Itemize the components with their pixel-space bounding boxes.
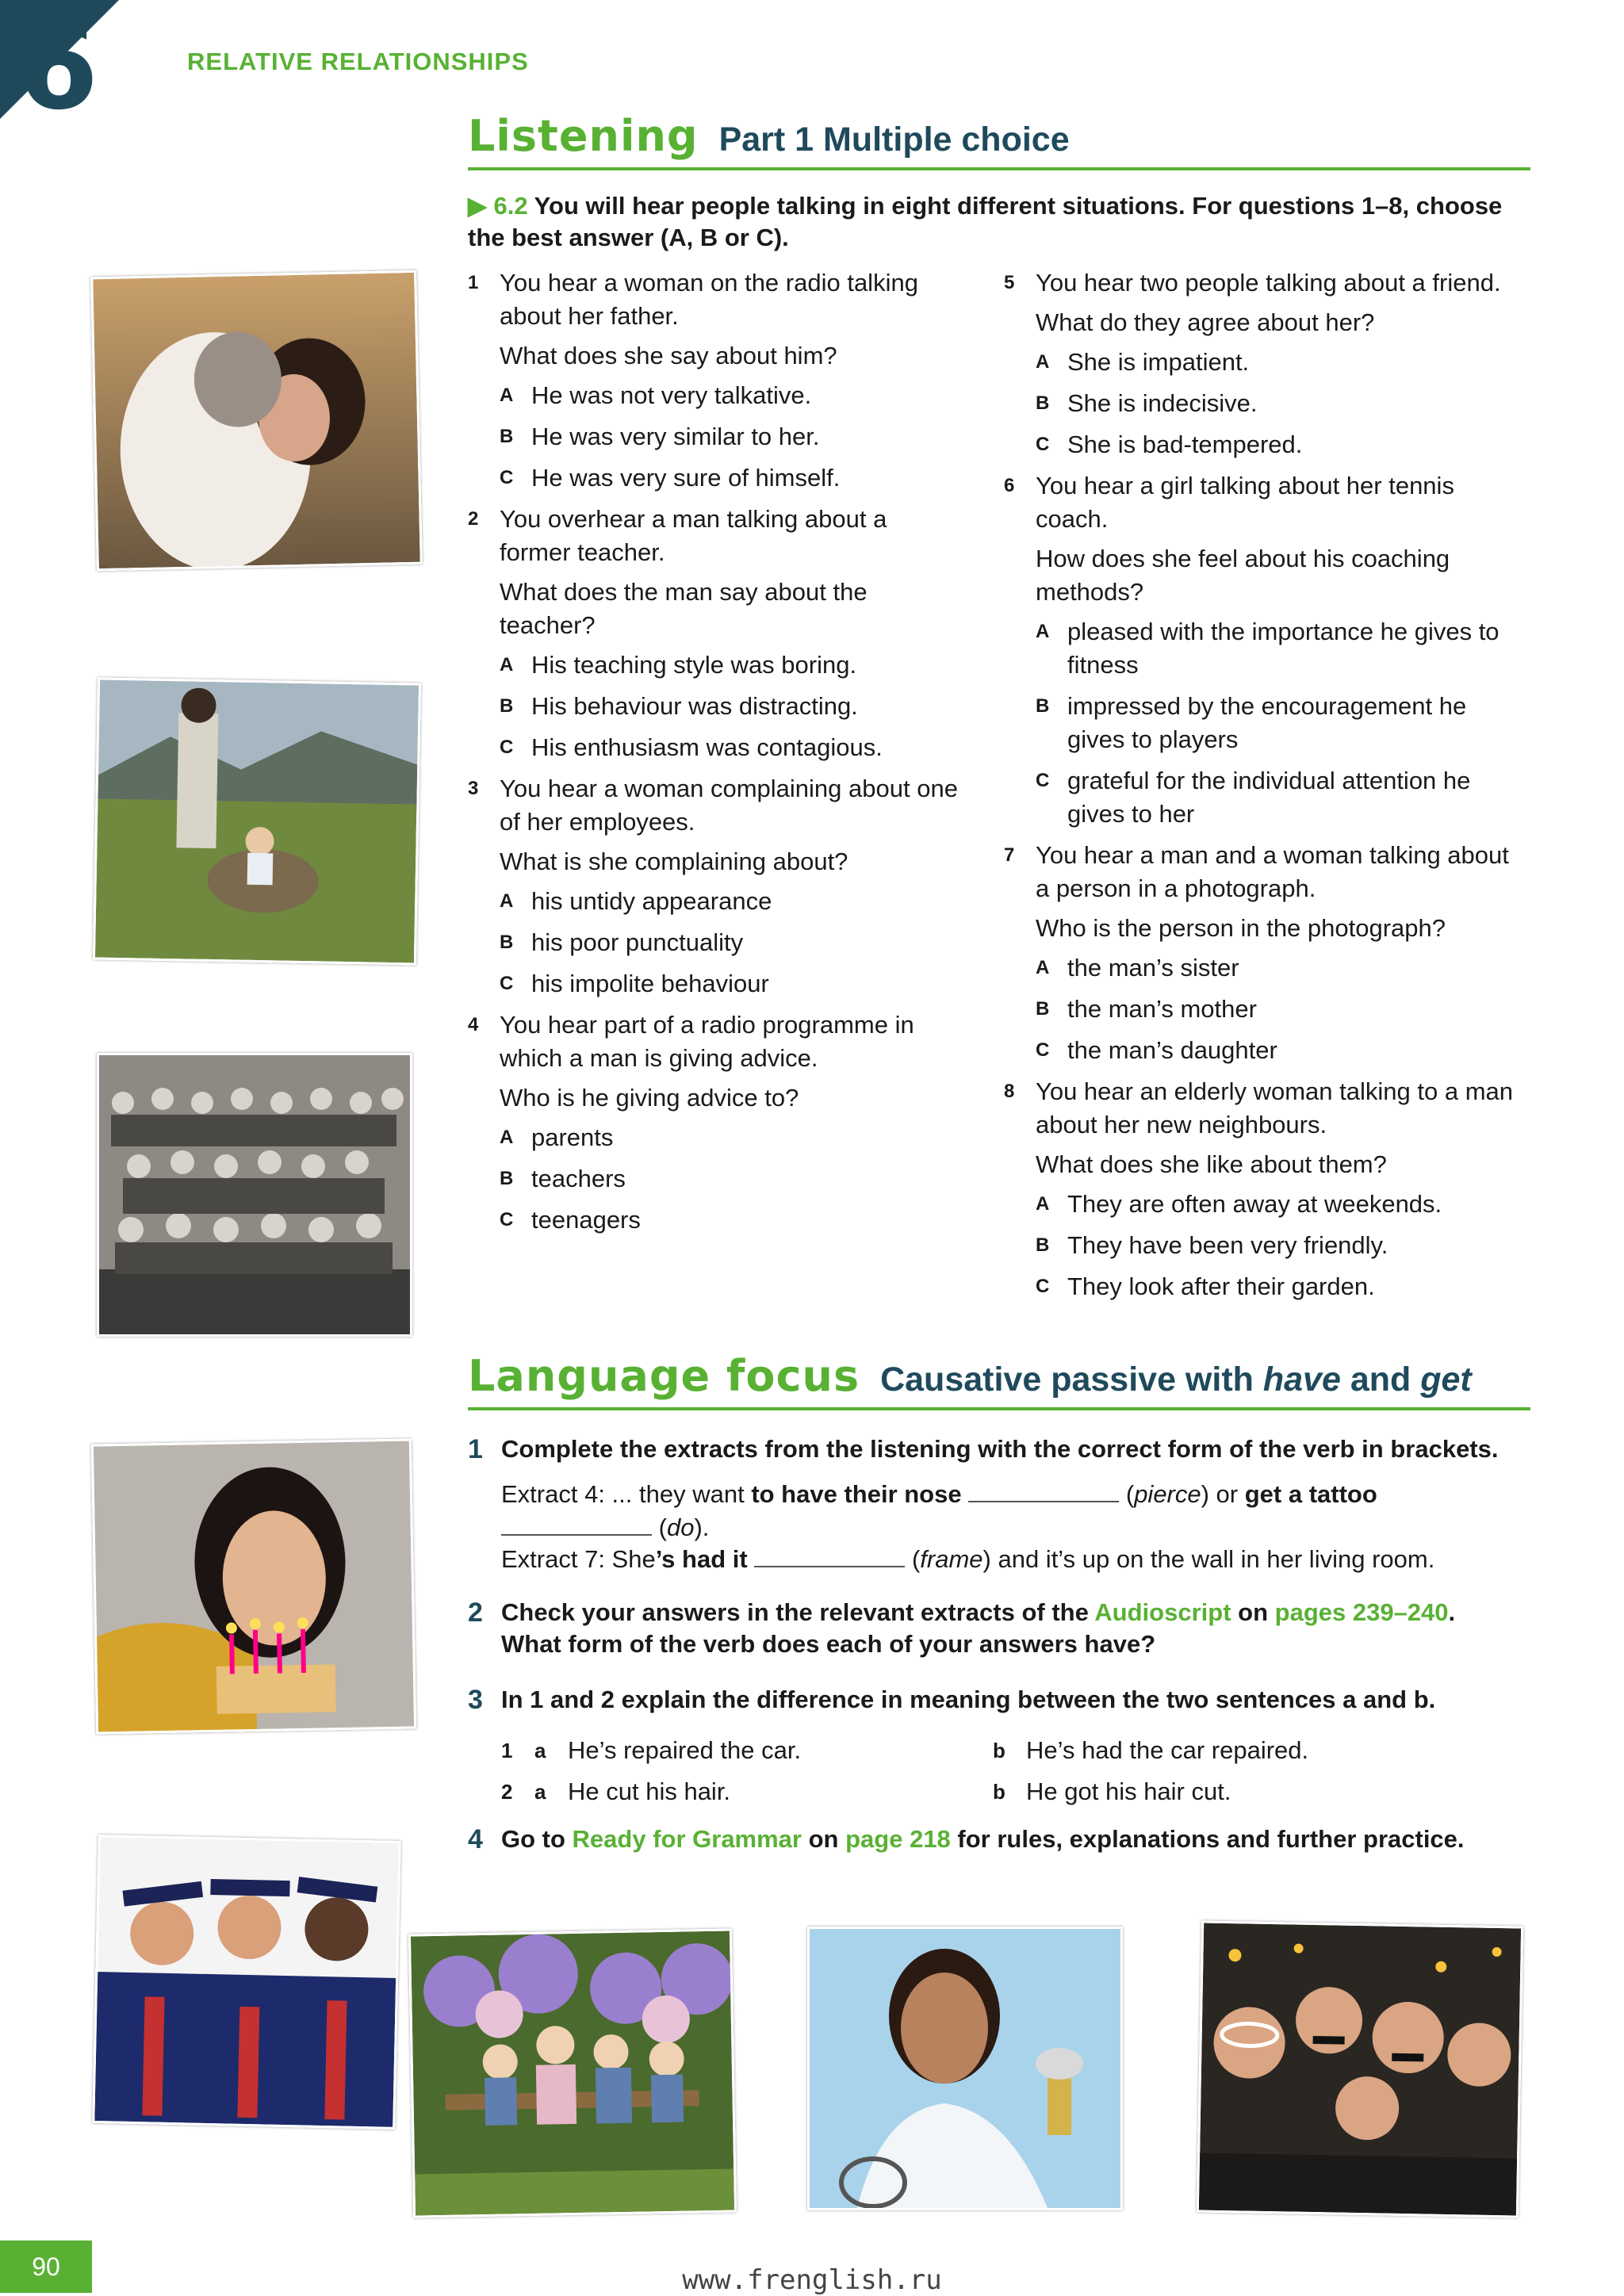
- extract-4: [501, 1478, 1532, 1544]
- paren-close: ).: [694, 1513, 710, 1541]
- ready-for-grammar-link[interactable]: Ready for Grammar: [572, 1825, 802, 1853]
- class-group-photo: [97, 1053, 412, 1337]
- extract-7-text: Extract 7: She: [501, 1545, 656, 1573]
- question-header: [1004, 266, 1527, 300]
- question-header: [1004, 1075, 1527, 1142]
- task-4-go: Go to: [501, 1825, 573, 1853]
- option-text: He was very sure of himself.: [531, 464, 841, 492]
- option-text: teenagers: [531, 1206, 641, 1234]
- question-context: You hear a woman on the radio talking about her father.: [500, 269, 918, 330]
- task-2-question: What form of the verb does each of your answers have?: [501, 1630, 1156, 1658]
- subtitle-have: have: [1262, 1360, 1341, 1399]
- option-letter: B: [1036, 1234, 1050, 1256]
- question-7: [1004, 839, 1527, 1067]
- answer-option-a[interactable]: [1004, 951, 1527, 985]
- graduation-photo: [92, 1835, 401, 2130]
- task-4-on: on: [802, 1825, 846, 1853]
- sentence-pair-1: [501, 1730, 1532, 1771]
- answer-option-c[interactable]: [468, 967, 959, 1001]
- subtitle-text-2: and: [1340, 1360, 1421, 1399]
- option-text: his untidy appearance: [531, 887, 772, 915]
- sentence-a: He’s repaired the car.: [568, 1736, 802, 1764]
- unit-title: RELATIVE RELATIONSHIPS: [187, 48, 529, 75]
- question-5: [1004, 266, 1527, 461]
- track-number: 6.2: [493, 192, 528, 220]
- sentence-a-label: a: [534, 1780, 546, 1804]
- verb-pierce: pierce: [1134, 1480, 1201, 1508]
- sentence-a: He cut his hair.: [568, 1777, 731, 1805]
- answer-option-b[interactable]: [468, 1162, 959, 1196]
- question-context: You hear an elderly woman talking to a man about her new neighbours.: [1036, 1077, 1514, 1138]
- question-number: 5: [1004, 272, 1015, 293]
- page-218-link[interactable]: page 218: [845, 1825, 951, 1853]
- option-text: They are often away at weekends.: [1067, 1190, 1442, 1218]
- question-context: You overhear a man talking about a former teacher.: [500, 505, 887, 566]
- question-header: [468, 772, 959, 839]
- option-letter: B: [500, 1168, 514, 1189]
- option-letter: B: [1036, 695, 1050, 717]
- task-2: [468, 1597, 1538, 1660]
- answer-option-b[interactable]: [468, 420, 959, 453]
- extract-4-text: Extract 4: ... they want: [501, 1480, 752, 1508]
- option-text: His behaviour was distracting.: [531, 692, 858, 720]
- language-focus-heading: [468, 1351, 1530, 1410]
- option-letter: A: [500, 654, 514, 675]
- answer-option-b[interactable]: [1004, 387, 1527, 420]
- friends-party-props-photo: [1197, 1920, 1523, 2218]
- question-6: [1004, 469, 1527, 831]
- option-letter: C: [500, 1209, 514, 1230]
- answer-option-a[interactable]: [1004, 346, 1527, 379]
- question-2: [468, 503, 959, 764]
- instructions-text: You will hear people talking in eight different situations. For questions 1–8, choose the best answer (A, B or C).: [468, 192, 1503, 251]
- option-text: parents: [531, 1123, 614, 1151]
- answer-option-a[interactable]: [1004, 615, 1527, 682]
- sentence-b-label: b: [993, 1780, 1005, 1804]
- extract-4-or: ) or: [1201, 1480, 1245, 1508]
- question-stem: What does she say about him?: [500, 342, 837, 369]
- question-4: [468, 1008, 959, 1237]
- task-number: 4: [468, 1824, 483, 1854]
- question-1: [468, 266, 959, 495]
- option-text: his impolite behaviour: [531, 970, 769, 997]
- answer-option-c[interactable]: [468, 1203, 959, 1237]
- option-text: the man’s daughter: [1067, 1036, 1277, 1064]
- question-context: You hear two people talking about a friend.: [1036, 269, 1501, 297]
- audioscript-link[interactable]: Audioscript: [1094, 1598, 1231, 1626]
- option-text: the man’s sister: [1067, 954, 1239, 982]
- extract-4-phrase: to have their nose: [751, 1480, 962, 1508]
- answer-option-c[interactable]: [468, 731, 959, 764]
- questions-left-column: [468, 266, 959, 1245]
- task-2-part-a: Check your answers in the relevant extracts of the: [501, 1598, 1095, 1626]
- wedding-embrace-photo: [90, 270, 423, 572]
- option-letter: A: [1036, 1193, 1050, 1215]
- pair-number: 1: [501, 1739, 513, 1762]
- question-number: 4: [468, 1014, 479, 1035]
- language-focus-subtitle: [880, 1360, 1472, 1399]
- question-stem: How does she feel about his coaching methods?: [1036, 545, 1450, 606]
- question-header: [468, 1008, 959, 1075]
- listening-title: Listening: [468, 111, 699, 161]
- answer-option-a[interactable]: [468, 885, 959, 918]
- answer-option-b[interactable]: [1004, 1229, 1527, 1262]
- option-text: She is bad-tempered.: [1067, 430, 1303, 458]
- option-letter: B: [1036, 998, 1050, 1020]
- option-letter: C: [500, 467, 514, 488]
- answer-option-c[interactable]: [1004, 1034, 1527, 1067]
- sentence-b-label: b: [993, 1739, 1005, 1762]
- paren-open: (: [1125, 1480, 1135, 1508]
- answer-option-a[interactable]: [468, 1121, 959, 1154]
- question-number: 1: [468, 272, 479, 293]
- task-4: [468, 1823, 1538, 1855]
- option-text: teachers: [531, 1165, 626, 1192]
- sentence-pair-2: [501, 1771, 1532, 1812]
- question-context: You hear a man and a woman talking about a person in a photograph.: [1036, 841, 1509, 902]
- question-header: [1004, 469, 1527, 536]
- listening-instructions: [468, 190, 1538, 254]
- family-garden-bench-photo: [408, 1928, 737, 2218]
- option-letter: A: [500, 1127, 514, 1148]
- task-2-text: [501, 1597, 1538, 1660]
- question-number: 7: [1004, 844, 1015, 866]
- question-stem: Who is the person in the photograph?: [1036, 914, 1446, 942]
- option-letter: A: [500, 890, 514, 912]
- option-letter: A: [1036, 621, 1050, 642]
- question-header: [468, 503, 959, 569]
- task-1-text: Complete the extracts from the listening with the correct form of the verb in brackets.: [501, 1435, 1499, 1463]
- task-number: 3: [468, 1685, 483, 1715]
- answer-option-b[interactable]: [1004, 690, 1527, 756]
- question-context: You hear a girl talking about her tennis coach.: [1036, 472, 1454, 533]
- footer-url[interactable]: www.frenglish.ru: [682, 2264, 942, 2296]
- option-text: He was very similar to her.: [531, 423, 820, 450]
- option-letter: A: [1036, 957, 1050, 978]
- task-3-text: In 1 and 2 explain the difference in meaning between the two sentences a and b.: [501, 1686, 1436, 1713]
- father-child-wheelbarrow-photo: [93, 677, 421, 965]
- answer-blank-pierce[interactable]: [968, 1479, 1119, 1502]
- question-number: 6: [1004, 475, 1015, 496]
- sentence-b: He got his hair cut.: [1026, 1777, 1231, 1805]
- answer-blank-do[interactable]: [501, 1512, 652, 1536]
- birthday-candles-photo: [91, 1439, 416, 1735]
- task-4-text: [501, 1823, 1538, 1855]
- extract-4-phrase-2: get a tattoo: [1244, 1480, 1377, 1508]
- extract-7-rest: ) and it’s up on the wall in her living room.: [982, 1545, 1435, 1573]
- extract-7-phrase: ’s had it: [655, 1545, 748, 1573]
- audio-play-icon[interactable]: ▶: [468, 192, 487, 220]
- option-text: his poor punctuality: [531, 928, 744, 956]
- option-letter: A: [1036, 351, 1050, 373]
- option-text: the man’s mother: [1067, 995, 1257, 1023]
- sentence-b: He’s had the car repaired.: [1026, 1736, 1309, 1764]
- answer-option-b[interactable]: [468, 690, 959, 723]
- question-number: 3: [468, 778, 479, 799]
- option-letter: A: [500, 385, 514, 406]
- listening-subtitle: Part 1 Multiple choice: [718, 121, 1070, 159]
- answer-option-a[interactable]: [468, 379, 959, 412]
- pair-number: 2: [501, 1780, 513, 1804]
- answer-blank-frame[interactable]: [754, 1544, 905, 1567]
- verb-do: do: [666, 1513, 695, 1541]
- option-text: They look after their garden.: [1067, 1272, 1375, 1300]
- question-8: [1004, 1075, 1527, 1303]
- answer-option-b[interactable]: [1004, 993, 1527, 1026]
- option-text: pleased with the importance he gives to fitness: [1067, 618, 1500, 679]
- question-context: You hear a woman complaining about one of her employees.: [500, 775, 958, 836]
- answer-option-c[interactable]: [1004, 428, 1527, 461]
- option-text: impressed by the encouragement he gives to players: [1067, 692, 1467, 753]
- sentence-pairs: [501, 1730, 1532, 1812]
- verb-frame: frame: [920, 1545, 983, 1573]
- option-letter: B: [1036, 392, 1050, 414]
- option-letter: C: [1036, 1039, 1050, 1061]
- option-letter: B: [500, 932, 514, 953]
- sentence-a-label: a: [534, 1739, 546, 1762]
- option-text: His enthusiasm was contagious.: [531, 733, 883, 761]
- question-3: [468, 772, 959, 1001]
- question-number: 8: [1004, 1081, 1015, 1102]
- extract-7: [501, 1543, 1532, 1576]
- answer-option-c[interactable]: [1004, 764, 1527, 831]
- answer-option-c[interactable]: [468, 461, 959, 495]
- listening-heading: [468, 111, 1530, 170]
- paren-open-3: (: [911, 1545, 921, 1573]
- unit-number: 6: [16, 0, 99, 136]
- option-letter: C: [500, 973, 514, 994]
- paren-open-2: (: [658, 1513, 667, 1541]
- option-letter: B: [500, 426, 514, 447]
- task-4-rest: for rules, explanations and further practice.: [950, 1825, 1465, 1853]
- question-header: [468, 266, 959, 333]
- option-letter: C: [1036, 1276, 1050, 1297]
- question-stem: What does the man say about the teacher?: [500, 578, 868, 639]
- option-letter: C: [1036, 434, 1050, 455]
- option-text: She is impatient.: [1067, 348, 1250, 376]
- task-1: [468, 1433, 1538, 1465]
- subtitle-get: get: [1420, 1360, 1472, 1399]
- question-number: 2: [468, 508, 479, 530]
- subtitle-text-1: Causative passive with: [880, 1360, 1263, 1399]
- tennis-trophy-photo: [807, 1927, 1123, 2210]
- task-number: 2: [468, 1598, 483, 1628]
- option-letter: C: [1036, 770, 1050, 791]
- answer-option-a[interactable]: [1004, 1188, 1527, 1221]
- option-letter: C: [500, 737, 514, 758]
- option-text: She is indecisive.: [1067, 389, 1258, 417]
- answer-option-a[interactable]: [468, 649, 959, 682]
- option-text: His teaching style was boring.: [531, 651, 857, 679]
- question-stem: What is she complaining about?: [500, 848, 848, 875]
- task-2-period: .: [1448, 1598, 1456, 1626]
- question-stem: What does she like about them?: [1036, 1150, 1387, 1178]
- question-header: [1004, 839, 1527, 905]
- task-2-on: on: [1231, 1598, 1275, 1626]
- option-text: He was not very talkative.: [531, 381, 812, 409]
- question-stem: Who is he giving advice to?: [500, 1084, 799, 1112]
- task-number: 1: [468, 1434, 483, 1464]
- page-number: 90: [0, 2241, 92, 2293]
- pages-link[interactable]: pages 239–240: [1274, 1598, 1449, 1626]
- question-context: You hear part of a radio programme in which a man is giving advice.: [500, 1011, 914, 1072]
- language-focus-title: Language focus: [468, 1351, 860, 1401]
- option-text: They have been very friendly.: [1067, 1231, 1388, 1259]
- task-3: [468, 1684, 1538, 1716]
- answer-option-b[interactable]: [468, 926, 959, 959]
- questions-right-column: [1004, 266, 1527, 1311]
- option-letter: B: [500, 695, 514, 717]
- answer-option-c[interactable]: [1004, 1270, 1527, 1303]
- option-text: grateful for the individual attention he gives to her: [1067, 767, 1471, 828]
- question-stem: What do they agree about her?: [1036, 308, 1375, 336]
